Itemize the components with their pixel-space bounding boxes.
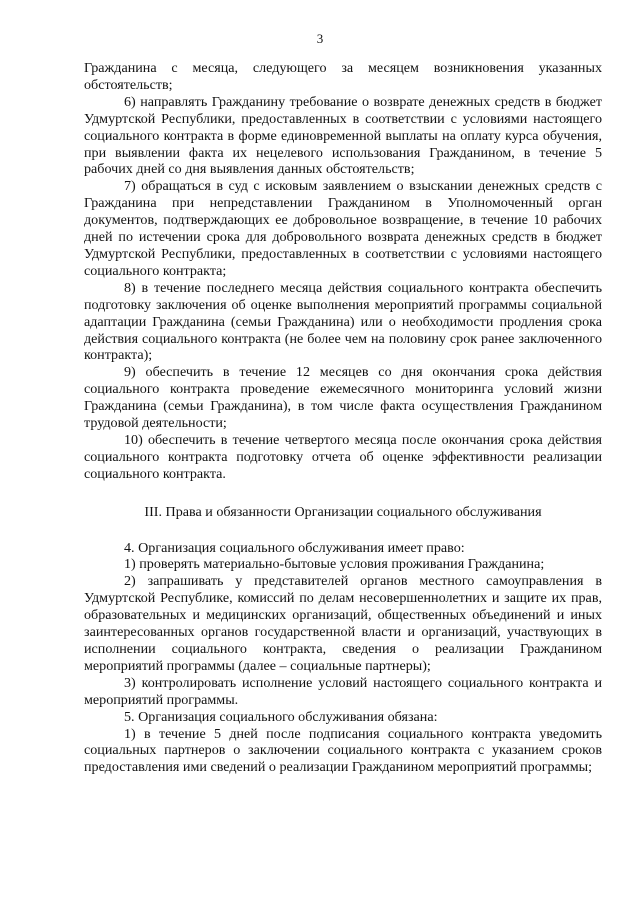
paragraph-continuation: Гражданина с месяца, следующего за месяцем возникновения указанных обстоятельств; — [84, 60, 602, 93]
paragraph-item-7: 7) обращаться в суд с исковым заявлением о взыскании денежных средств с Гражданина при непредставлении Гражданином в Уполномоченный орган документов, подтверждающих ее добровольное возвращение, в течение 10 рабочих дней по истечении срока для добровольного возврата денежных средств в бюджет Удмуртской Республики, предоставленных в соответствии с условиями настоящего социального контракта; — [84, 178, 602, 279]
section-heading: III. Права и обязанности Организации социального обслуживания — [144, 503, 542, 520]
paragraph-clause-4-item-2: 2) запрашивать у представителей органов местного самоуправления в Удмуртской Республике, комиссий по делам несовершеннолетних и защите их прав, образовательных и медицинских организаций, общественных объединений и иных заинтересованных органов государственной власти и организаций, участвующих в исполнении социального контракта, сведения о реализации Гражданином мероприятий программы (далее – социальные партнеры); — [84, 573, 602, 674]
document-body — [84, 60, 602, 776]
paragraph-clause-4-item-3: 3) контролировать исполнение условий настоящего социального контракта и мероприятий программы. — [84, 674, 602, 708]
paragraph-item-10: 10) обеспечить в течение четвертого месяца после окончания срока действия социального контракта подготовку отчета об оценке эффективности реализации социального контракта. — [84, 431, 602, 482]
paragraph-item-9: 9) обеспечить в течение 12 месяцев со дня окончания срока действия социального контракта проведение ежемесячного мониторинга условий жизни Гражданина (семьи Гражданина), в том числе факта осуществления Гражданином трудовой деятельности; — [84, 364, 602, 432]
page-number: 3 — [316, 31, 324, 46]
paragraph-clause-4: 4. Организация социального обслуживания имеет право: — [124, 539, 465, 556]
paragraph-item-8: 8) в течение последнего месяца действия социального контракта обеспечить подготовку заключения об оценке выполнения мероприятий программы социальной адаптации Гражданина (семьи Гражданина) или о необходимости продления срока действия социального контракта (не более чем на половину срок ранее заключенного контракта); — [84, 279, 602, 364]
paragraph-clause-5-item-1: 1) в течение 5 дней после подписания социального контракта уведомить социальных партнеров о заключении социального контракта с указанием сроков предоставления ими сведений о реализации Гражданином мероприятий программы; — [84, 725, 602, 776]
paragraph-clause-5: 5. Организация социального обслуживания обязана: — [124, 708, 438, 725]
paragraph-clause-4-item-1: 1) проверять материально-бытовые условия проживания Гражданина; — [124, 556, 545, 573]
paragraph-item-6: 6) направлять Гражданину требование о возврате денежных средств в бюджет Удмуртской Республики, предоставленных в соответствии с условиями настоящего социального контракта в форме единовременной выплаты на оплату курса обучения, при выявлении факта их нецелевого использования Гражданином, в течение 5 рабочих дней со дня выявления данных обстоятельств; — [84, 93, 602, 178]
